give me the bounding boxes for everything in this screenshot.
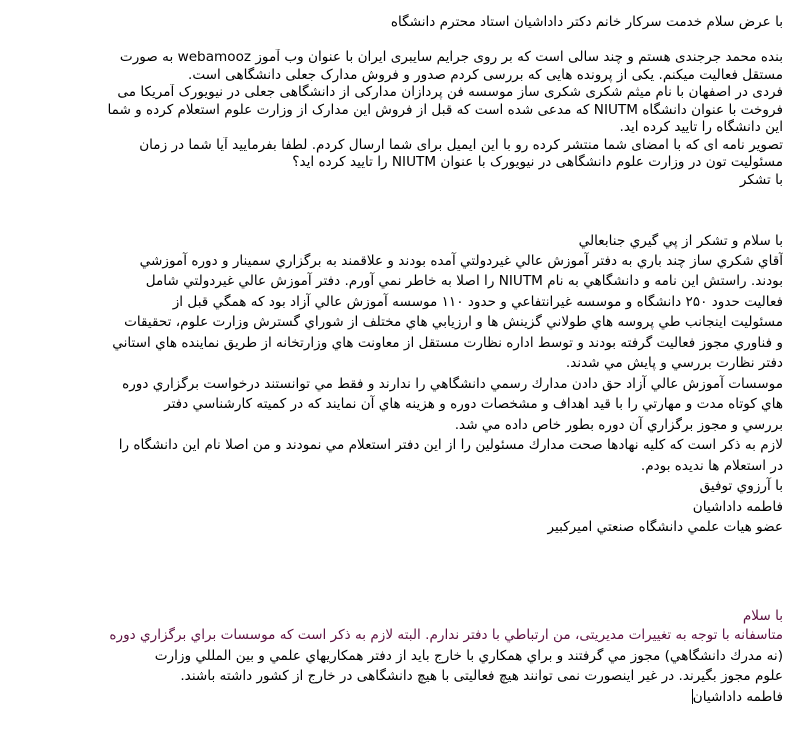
- body-line: فروخت با عنوان دانشگاه NIUTM که مدعی شده است که قبل از فروش این مدارک از وزارت علوم استعلام کرده و شما: [107, 101, 783, 118]
- body-line: هاي كوتاه مدت و مهارتي را با قيد اهداف و مشخصات دوره و هزينه هاي آن نمايند كه در كميته كارشناسي دفتر: [164, 396, 783, 412]
- greeting-line: با سلام و تشكر از پي گيري جنابعالي: [578, 233, 783, 249]
- body-line: این دانشگاه را تایید کرده اید.: [619, 119, 783, 135]
- greeting-line: با عرض سلام خدمت سرکار خانم دکتر داداشیان استاد محترم دانشگاه: [390, 14, 783, 30]
- body-line: دفتر نظارت بررسي و پايش مي شدند.: [565, 355, 783, 371]
- signature-name: فاطمه داداشيان: [692, 498, 783, 515]
- body-line: علوم مجوز بگيرند. در غير اينصورت نمی توانند هیچ فعالیتی با هیچ دانشگاهی در خارج از کشور داشته باشند.: [180, 668, 783, 684]
- body-line: مسئولیت تون در وزارت علوم دانشگاهی در نیویورک با عنوان NIUTM را تایید کرده اید؟: [292, 154, 783, 170]
- signature-name: فاطمه داداشيان: [692, 688, 783, 705]
- closing-line: با آرزوي توفيق: [699, 478, 783, 494]
- email-thread-body[interactable]: [6, 0, 783, 750]
- body-line: در استعلام ها نديده بودم.: [640, 457, 783, 474]
- body-line: متاسفانه با توجه به تغییرات مدیریتی، من ارتباطي با دفتر ندارم. البته لازم به ذكر است كه موسسات براي برگزاري دوره: [109, 627, 783, 643]
- body-line: و فناوري مجوز فعاليت گرفته بودند و توسط اداره نظارت مستقل از معاونت هاي وزارتخانه از طريق نماينده هاي استاني: [112, 334, 783, 351]
- body-line: بنده محمد جرجندی هستم و چند سالی است که بر روی جرایم سایبری ایران با عنوان وب آموز webamooz به صورت: [119, 49, 783, 65]
- body-line: بررسي و مجوز برگزاري آن دوره بطور خاص داده مي شد.: [454, 416, 783, 433]
- body-line: موسسات آموزش عالي آزاد حق دادن مدارك رسمي دانشگاهي را ندارند و فقط مي توانستند درخواست برگزاري دوره: [122, 375, 783, 392]
- closing-line: با تشکر: [739, 171, 783, 188]
- body-line: (نه مدرك دانشگاهي) مجوز مي گرفتند و براي همكاري با خارج بايد از دفتر همكاريهاي علمي و بين المللي وزارت: [154, 647, 783, 664]
- second-reply-message: [6, 538, 783, 708]
- body-line: فعاليت حدود ۲۵۰ دانشگاه و موسسه غيرانتفاعي و حدود ۱۱۰ موسسه آموزش عالي آزاد بود كه همگي قبل از: [172, 293, 783, 310]
- greeting-line: با سلام: [742, 607, 783, 624]
- body-line: بودند. راستش اين نامه و دانشگاهي به نام NIUTM را اصلا به خاطر نمي آورم. دفتر آموزش عالي غيردولتي شامل: [145, 273, 783, 289]
- signature-line: [6, 687, 783, 708]
- body-line: آقاي شكري ساز چند باري به دفتر آموزش عالي غيردولتي آمده بودند و علاقمند به برگزاري سمينار و دوره آموزشي: [139, 252, 783, 269]
- blank-line: [6, 32, 783, 50]
- body-line: مسئوليت اينجانب طي پروسه هاي طولاني گزينش ها و ارزيابي هاي مختلف از شوراي گسترش وزارت علوم، تحقيقات: [124, 314, 783, 330]
- body-line: تصویر نامه ای که با امضای شما منتشر کرده رو با این ایمیل برای شما ارسال کردم. لطفا بفرمایید آیا شما در زمان: [139, 136, 783, 153]
- body-line: فردی در اصفهان با نام میثم شکری شکری ساز موسسه فن پردازان مدارکی از دانشگاهی جعلی در نیویورک آمریکا می: [117, 84, 783, 100]
- signature-title: عضو هيات علمي دانشگاه صنعتي اميركبير: [547, 519, 783, 535]
- body-line: مستقل فعالیت میکنم. یکی از پرونده هایی که بررسی کردم صدور و فروش مدارک جعلی دانشگاهی است.: [188, 66, 783, 83]
- original-message: [6, 0, 783, 189]
- reply-message: [6, 189, 783, 538]
- body-line: لازم به ذكر است كه كليه نهادها صحت مدارك مسئولين را از اين دفتر استعلام مي نمودند و من اصلا نام اين دانشگاه را: [118, 437, 783, 453]
